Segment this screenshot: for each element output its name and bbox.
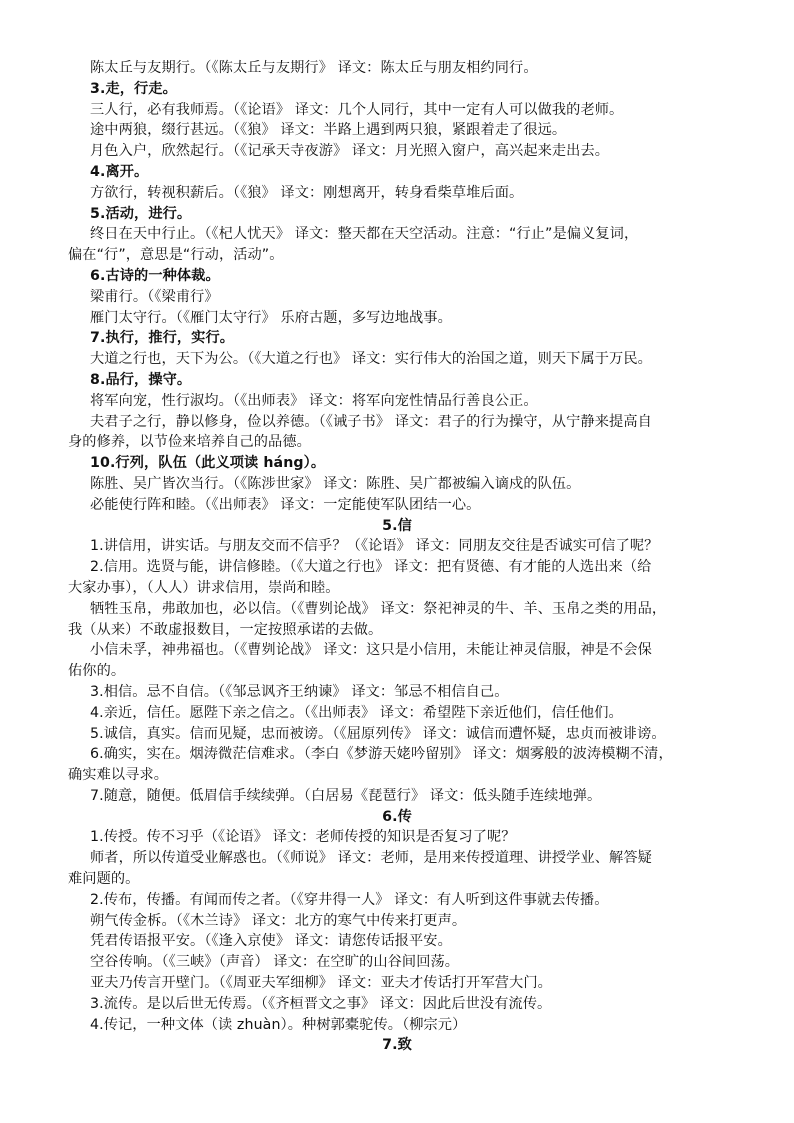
section-heading: 7.致 <box>382 1037 412 1054</box>
text-line: 我（从来）不敢虚报数目，一定按照承诺的去做。 <box>68 621 383 638</box>
text-line: 陈太丘与友期行。（《陈太丘与友期行》 译文：陈太丘与朋友相约同行。 <box>90 60 538 76</box>
text-line: 2.传布，传播。有闻而传之者。（《穿井得一人》 译文：有人听到这件事就去传播。 <box>90 891 609 908</box>
text-line: 大道之行也，天下为公。（《大道之行也》 译文：实行伟大的治国之道，则天下属于万民。 <box>90 351 652 368</box>
sense-heading: 4.离开。 <box>90 163 149 180</box>
text-line: 必能使行阵和睦。（《出师表》 译文：一定能使军队团结一心。 <box>90 496 481 513</box>
text-line: 难问题的。 <box>68 871 140 888</box>
text-line: 师者，所以传道受业解惑也。（《师说》 译文：老师，是用来传授道理、讲授学业、解答疑 <box>90 850 652 867</box>
text-line: 2.信用。选贤与能，讲信修睦。（《大道之行也》 译文：把有贤德、有才能的人选出来（给 <box>90 559 652 576</box>
section-heading: 6.传 <box>382 808 412 825</box>
text-line: 朔气传金柝。（《木兰诗》 译文：北方的寒气中传来打更声。 <box>90 912 467 929</box>
text-line: 大家办事），（人人）讲求信用，崇尚和睦。 <box>68 579 340 596</box>
sense-heading: 6.古诗的一种体裁。 <box>90 267 220 284</box>
text-line: 1.讲信用，讲实话。与朋友交而不信乎？（《论语》 译文：同朋友交往是否诚实可信了呢？ <box>90 538 659 555</box>
text-line: 空谷传响。（《三峡》（声音） 译文：在空旷的山谷间回荡。 <box>90 954 460 971</box>
text-line: 凭君传语报平安。（《逢入京使》 译文：请您传话报平安。 <box>90 933 452 950</box>
sense-heading: 7.执行，推行，实行。 <box>90 330 235 347</box>
text-line: 夫君子之行，静以修身，俭以养德。（《诫子书》 译文：君子的行为操守，从宁静来提高自 <box>90 413 652 430</box>
text-line: 三人行，必有我师焉。（《论语》 译文：几个人同行，其中一定有人可以做我的老师。 <box>90 101 624 118</box>
text-line: 偏在“行”，意思是“行动，活动”。 <box>68 247 284 264</box>
sense-heading: 8.品行，操守。 <box>90 371 192 388</box>
text-line: 7.随意，随便。低眉信手续续弹。（白居易《琵琶行》 译文：低头随手连续地弹。 <box>90 787 602 804</box>
text-line: 梁甫行。（《梁甫行》 <box>90 288 219 305</box>
text-line: 月色入户，欣然起行。（《记承天寺夜游》 译文：月光照入窗户，高兴起来走出去。 <box>90 143 610 160</box>
text-line: 3.流传。是以后世无传焉。（《齐桓晋文之事》 译文：因此后世没有流传。 <box>90 995 552 1012</box>
text-line: 3.相信。忌不自信。（《邹忌讽齐王纳谏》 译文：邹忌不相信自己。 <box>90 683 509 700</box>
sense-heading: 3.走，行走。 <box>90 80 177 97</box>
text-line: 1.传授。传不习乎（《论语》 译文：老师传授的知识是否复习了呢？ <box>90 829 516 846</box>
text-line: 身的修养，以节俭来培养自己的品德。 <box>68 434 311 451</box>
text-line: 陈胜、吴广皆次当行。（《陈涉世家》 译文：陈胜、吴广都被编入谪戍的队伍。 <box>90 475 581 492</box>
text-line: 4.传记，一种文体（读 zhuàn）。种树郭橐驼传。（柳宗元） <box>90 1016 467 1033</box>
text-line: 确实难以寻求。 <box>68 767 169 784</box>
text-line: 亚夫乃传言开壁门。（《周亚夫军细柳》 译文：亚夫才传话打开军营大门。 <box>90 975 552 992</box>
text-line: 佑你的。 <box>68 663 126 680</box>
text-line: 将军向宠，性行淑均。（《出师表》 译文：将军向宠性情品行善良公正。 <box>90 392 538 409</box>
section-heading: 5.信 <box>382 517 412 534</box>
text-line: 4.亲近，信任。愿陛下亲之信之。（《出师表》 译文：希望陛下亲近他们，信任他们。 <box>90 704 623 721</box>
sense-heading: 5.活动，进行。 <box>90 205 192 222</box>
text-line: 终日在天中行止。（《杞人忧天》 译文：整天都在天空活动。注意：“行止”是偏义复词， <box>90 226 639 243</box>
text-line: 牺牲玉帛，弗敢加也，必以信。（《曹刿论战》 译文：祭祀神灵的牛、羊、玉帛之类的用品， <box>90 600 667 617</box>
text-line: 5.诚信，真实。信而见疑，忠而被谤。（《屈原列传》 译文：诚信而遭怀疑，忠贞而被诽谤。 <box>90 725 666 742</box>
sense-heading: 10.行列，队伍（此义项读 háng）。 <box>90 455 326 472</box>
text-line: 6.确实，实在。烟涛微茫信难求。（李白《梦游天姥吟留别》 译文：烟雾般的波涛模糊不清， <box>90 746 673 763</box>
text-line: 小信未孚，神弗福也。（《曹刿论战》 译文：这只是小信用，未能让神灵信服，神是不会保 <box>90 642 652 659</box>
document-page <box>68 58 730 1056</box>
text-line: 途中两狼，缀行甚远。（《狼》 译文：半路上遇到两只狼，紧跟着走了很远。 <box>90 122 567 139</box>
text-line: 雁门太守行。（《雁门太守行》 乐府古题，多写边地战事。 <box>90 309 452 326</box>
text-line: 方欲行，转视积薪后。（《狼》 译文：刚想离开，转身看柴草堆后面。 <box>90 184 524 201</box>
